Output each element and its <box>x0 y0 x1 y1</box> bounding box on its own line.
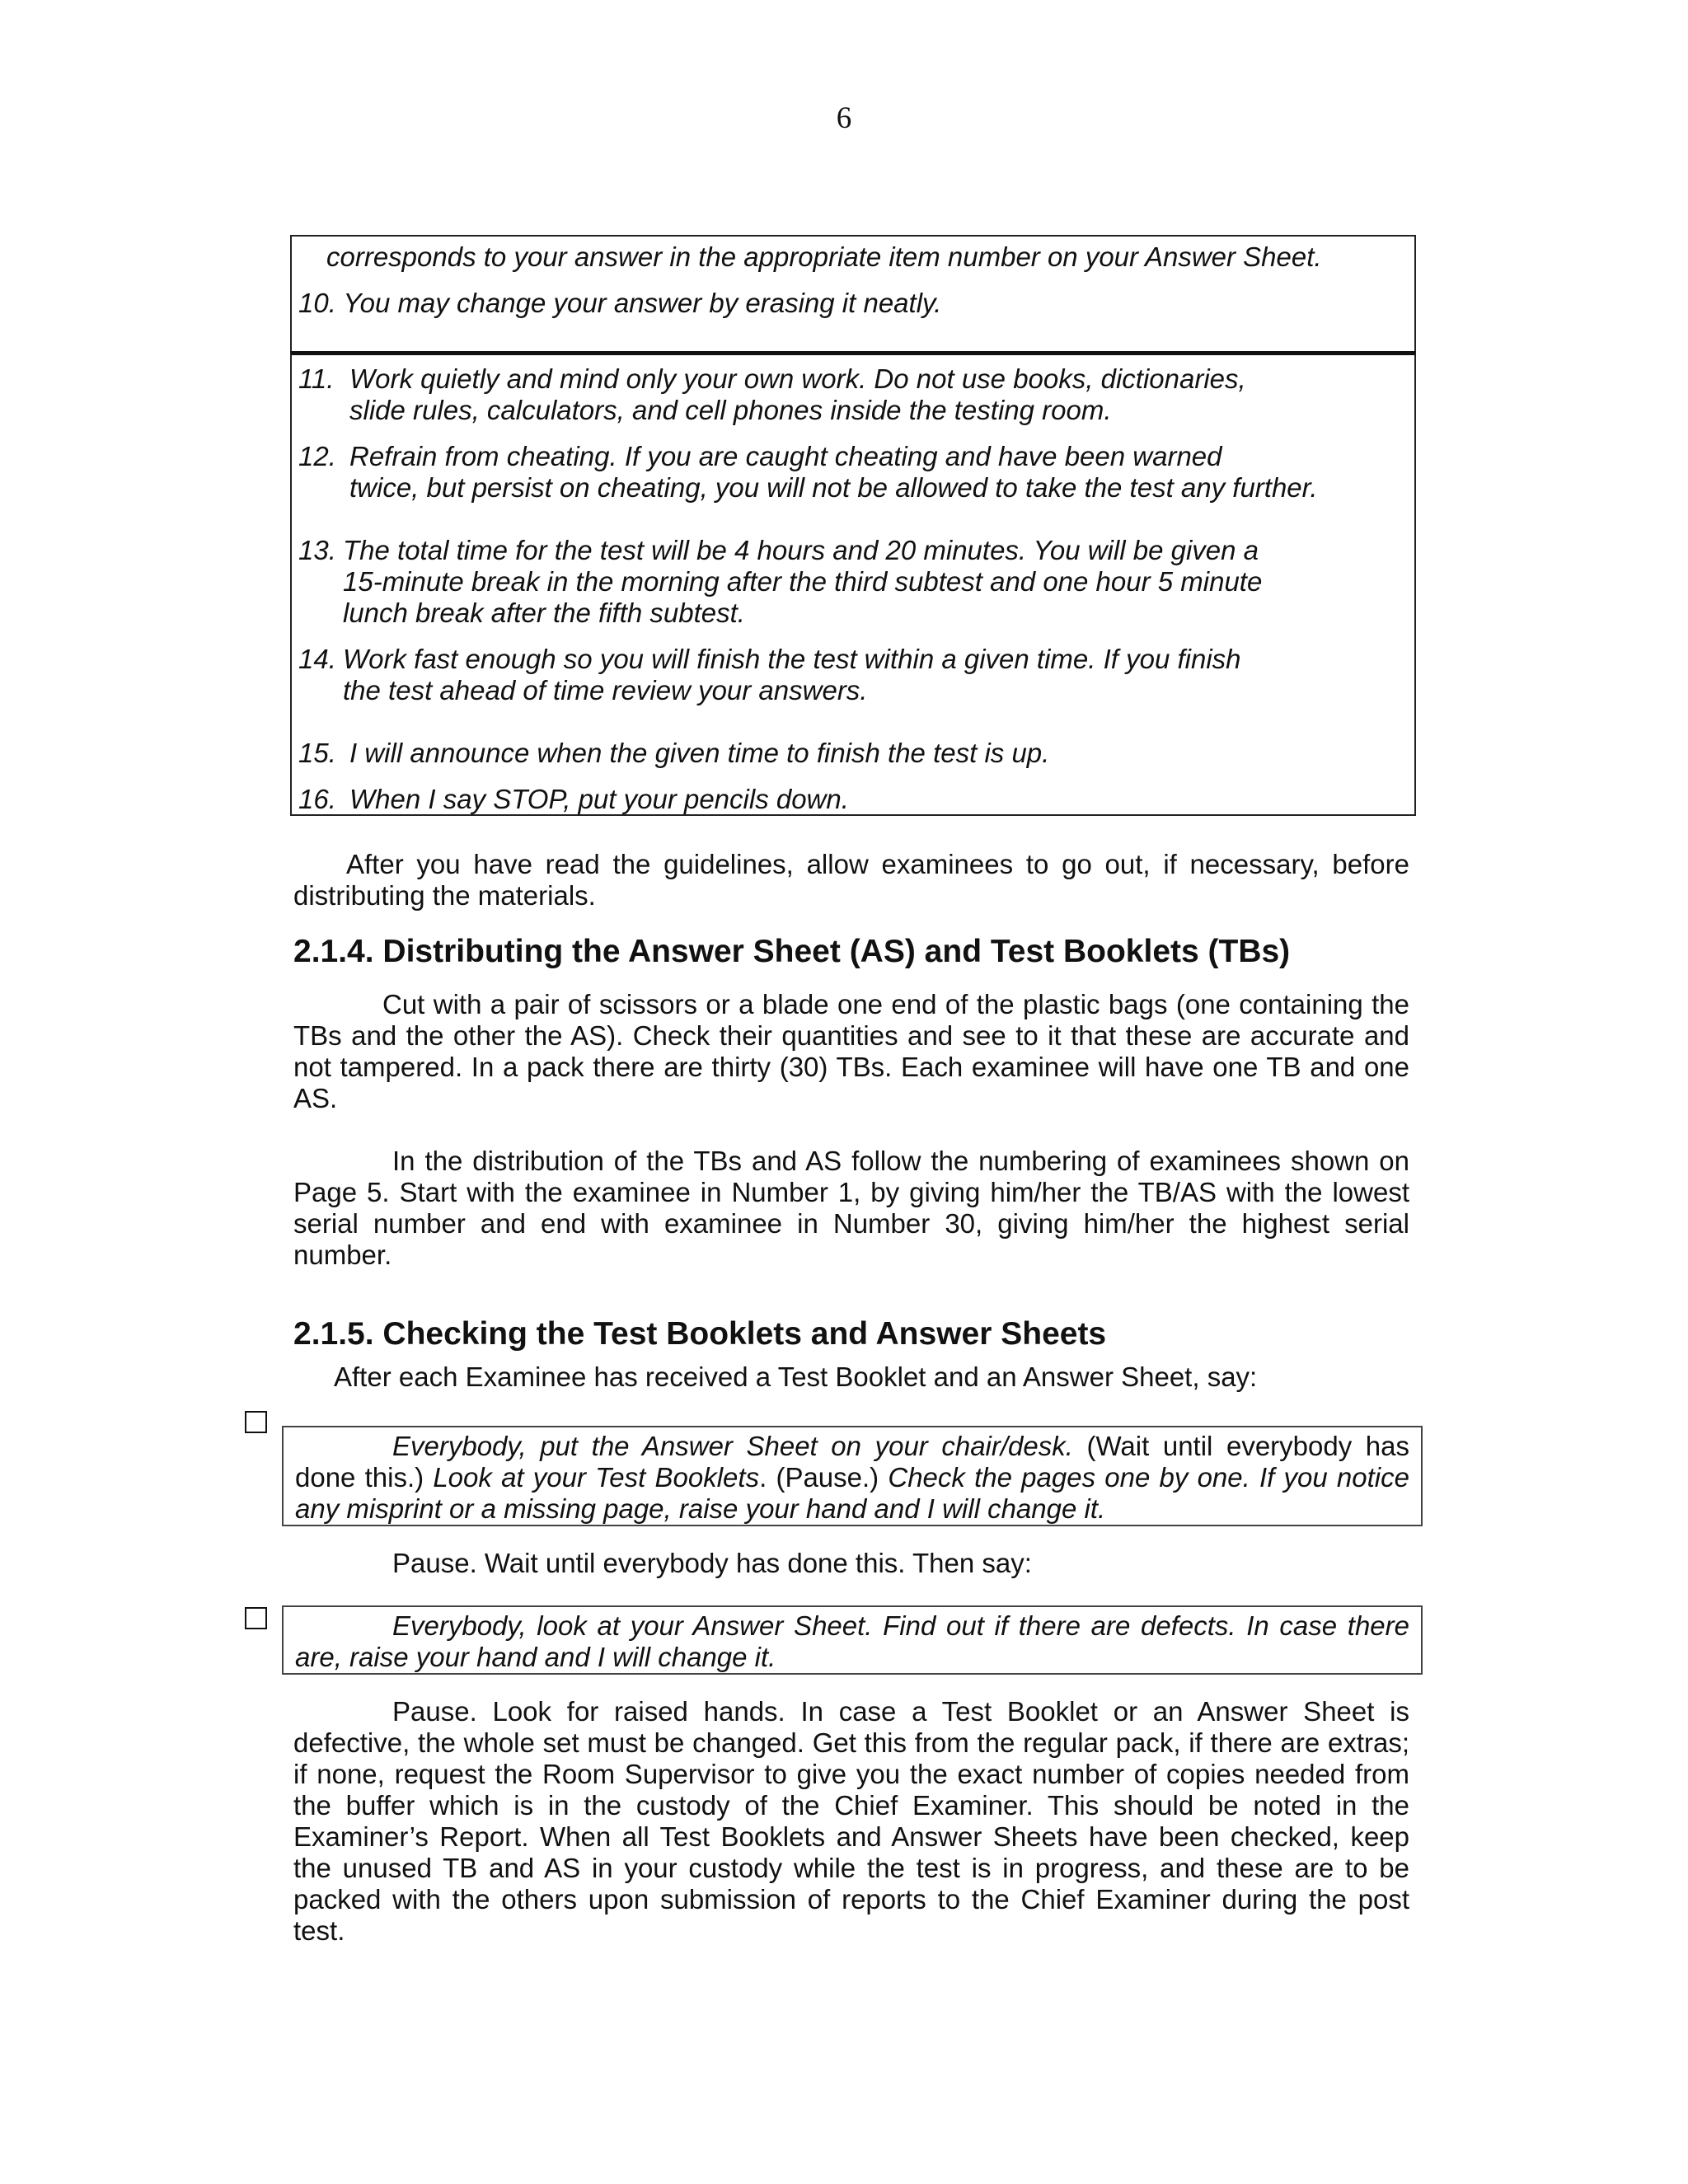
guideline-item-13 <box>298 535 1262 629</box>
guidelines-box-top <box>290 235 1416 354</box>
guideline-number: 10. <box>298 288 336 318</box>
guideline-text: Refrain from cheating. If you are caught cheating and have been warned <box>349 441 1222 471</box>
script-box-2 <box>282 1605 1423 1675</box>
guideline-number: 14. <box>298 644 336 674</box>
guideline-text: twice, but persist on cheating, you will not be allowed to take the test any further. <box>349 472 1318 503</box>
guideline-text: I will announce when the given time to finish the test is up. <box>349 738 1050 768</box>
checkbox-script-1[interactable] <box>245 1411 267 1433</box>
distribution-paragraph-1: Cut with a pair of scissors or a blade one end of the plastic bags (one containing the TBs and the other the AS). Check their quantities and see to it that these are accurate and not tampered. In a pack there are thirty (30) TBs. Each examinee will have one TB and one AS. <box>293 989 1409 1113</box>
guideline-text: Work fast enough so you will finish the test within a given time. If you finish <box>343 644 1241 674</box>
distribution-paragraph-2: In the distribution of the TBs and AS follow the numbering of examinees shown on Page 5. Start with the examinee in Number 1, by giving him/her the TB/AS with the lowest serial number and end with examinee in Number 30, giving him/her the highest serial number. <box>293 1146 1409 1270</box>
script-box-1 <box>282 1426 1423 1526</box>
section-heading-2-1-4: 2.1.4. Distributing the Answer Sheet (AS) and Test Booklets (TBs) <box>293 934 1291 969</box>
script-text: . (Pause.) <box>759 1462 889 1493</box>
section-heading-2-1-5: 2.1.5. Checking the Test Booklets and Answer Sheets <box>293 1316 1107 1352</box>
guideline-number: 12. <box>298 441 336 471</box>
guideline-text: slide rules, calculators, and cell phones inside the testing room. <box>349 395 1112 425</box>
guideline-item-10 <box>298 288 941 319</box>
guideline-item-14 <box>298 644 1241 706</box>
guideline-text: 15-minute break in the morning after the third subtest and one hour 5 minute <box>343 566 1263 597</box>
script-text: Everybody, look at your Answer Sheet. Find out if there are defects. In case there are, raise your hand and I will change it. <box>295 1610 1409 1672</box>
guideline-text: The total time for the test will be 4 hours and 20 minutes. You will be given a <box>343 535 1259 565</box>
guideline-text: When I say STOP, put your pencils down. <box>349 784 849 814</box>
checkbox-script-2[interactable] <box>245 1607 267 1629</box>
guideline-text: the test ahead of time review your answers. <box>343 675 868 705</box>
guideline-item-15 <box>298 738 1049 769</box>
guideline-text: You may change your answer by erasing it neatly. <box>343 288 942 318</box>
guideline-text: Work quietly and mind only your own work. Do not use books, dictionaries, <box>349 363 1246 394</box>
checking-intro: After each Examinee has received a Test Booklet and an Answer Sheet, say: <box>334 1361 1258 1392</box>
script-text: Check the pages one by one. If you notice any misprint or a missing page, raise your hand and I will change it. <box>295 1462 1409 1524</box>
guideline-number: 13. <box>298 535 336 565</box>
guideline-number: 16. <box>298 784 336 814</box>
guidelines-box-bottom <box>290 351 1416 816</box>
after-guidelines-paragraph: After you have read the guidelines, allow examinees to go out, if necessary, before distributing the materials. <box>293 849 1409 911</box>
script-text: (Wait until everybody has done this.) <box>295 1431 1409 1493</box>
page-number: 6 <box>836 101 852 135</box>
guideline-text: lunch break after the fifth subtest. <box>343 598 745 628</box>
guideline-number: 15. <box>298 738 336 768</box>
guideline-item-11 <box>298 363 1246 426</box>
script-text: Look at your Test Booklets <box>433 1462 760 1493</box>
guideline-number: 11. <box>298 363 335 394</box>
guideline-item-12 <box>298 441 1318 504</box>
guideline-item-16 <box>298 784 849 815</box>
script-text: Everybody, put the Answer Sheet on your chair/desk. <box>392 1431 1073 1461</box>
final-paragraph: Pause. Look for raised hands. In case a Test Booklet or an Answer Sheet is defective, the whole set must be changed. Get this from the regular pack, if there are extras; if none, request the Room Supervisor to give you the exact number of copies needed from the buffer which is in the custody of the Chief Examiner. This should be noted in the Examiner’s Report. When all Test Booklets and Answer Sheets have been checked, keep the unused TB and AS in your custody while the test is in progress, and these are to be packed with the others upon submission of reports to the Chief Examiner during the post test. <box>293 1696 1409 1946</box>
pause-instruction: Pause. Wait until everybody has done this. Then say: <box>392 1548 1032 1578</box>
guideline-continuation: corresponds to your answer in the appropriate item number on your Answer Sheet. <box>326 241 1322 272</box>
